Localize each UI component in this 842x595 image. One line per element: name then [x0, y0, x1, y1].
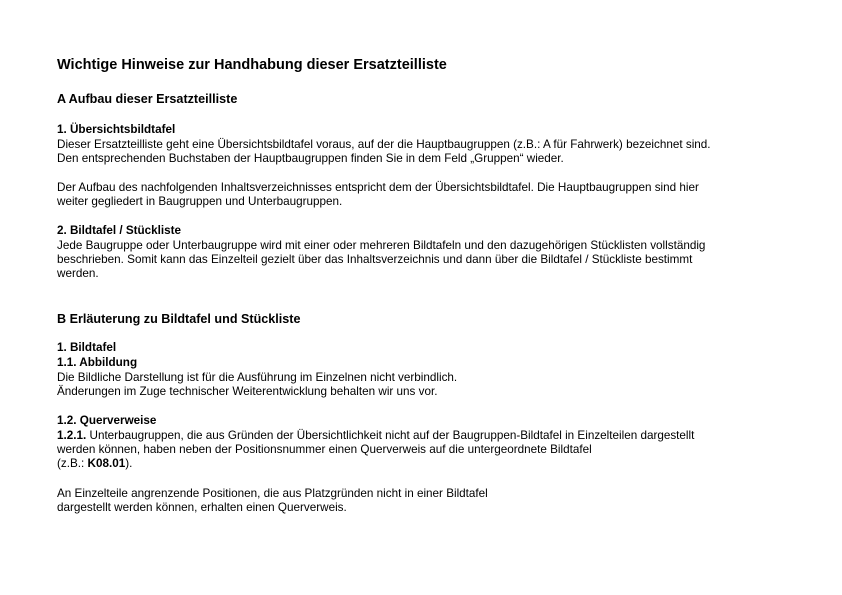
text-line: dargestellt werden können, erhalten einen Querverweis.	[57, 501, 347, 514]
text-line: werden.	[57, 267, 99, 280]
text-line: Änderungen im Zuge technischer Weiterentwicklung behalten wir uns vor.	[57, 385, 438, 398]
section-a1-paragraph-1	[57, 138, 711, 166]
item-number: 1.2.1.	[57, 429, 87, 442]
text-line	[57, 429, 694, 443]
document-title: Wichtige Hinweise zur Handhabung dieser Ersatzteilliste	[57, 57, 447, 73]
example-suffix: ).	[125, 457, 133, 470]
section-b12-paragraph-2	[57, 487, 488, 515]
section-b12-heading: 1.2. Querverweise	[57, 414, 157, 427]
item-text: Unterbaugruppen, die aus Gründen der Übersichtlichkeit nicht auf der Baugruppen-Bildtafel in Einzelteilen dargestellt	[86, 429, 695, 442]
text-line: Den entsprechenden Buchstaben der Hauptbaugruppen finden Sie in dem Feld „Gruppen“ wieder.	[57, 152, 564, 165]
text-line: beschrieben. Somit kann das Einzelteil gezielt über das Inhaltsverzeichnis und dann über die Bildtafel / Stückliste bestimmt	[57, 253, 693, 266]
text-line: weiter gegliedert in Baugruppen und Unterbaugruppen.	[57, 195, 343, 208]
example-code: K08.01	[87, 457, 126, 470]
text-line: Der Aufbau des nachfolgenden Inhaltsverzeichnisses entspricht dem der Übersichtsbildtafel. Die Hauptbaugruppen sind hier	[57, 181, 699, 194]
text-line: werden können, haben neben der Positionsnummer einen Querverweis auf die untergeordnete Bildtafel	[57, 443, 592, 456]
section-a2-paragraph	[57, 239, 705, 281]
section-a1-paragraph-2	[57, 181, 699, 209]
text-line: Jede Baugruppe oder Unterbaugruppe wird mit einer oder mehreren Bildtafeln und den dazugehörigen Stücklisten vollständig	[57, 239, 706, 252]
section-b-heading: B Erläuterung zu Bildtafel und Stückliste	[57, 312, 301, 326]
example-prefix: (z.B.:	[57, 457, 88, 470]
section-b1-heading: 1. Bildtafel	[57, 341, 117, 354]
section-b11-paragraph	[57, 371, 457, 399]
text-line: Dieser Ersatzteilliste geht eine Übersichtsbildtafel voraus, auf der die Hauptbaugruppen (z.B.: A für Fahrwerk) bezeichnet sind.	[57, 138, 711, 151]
section-b121-paragraph	[57, 429, 694, 471]
text-line	[57, 457, 694, 471]
text-line: Die Bildliche Darstellung ist für die Ausführung im Einzelnen nicht verbindlich.	[57, 371, 458, 384]
text-line: An Einzelteile angrenzende Positionen, die aus Platzgründen nicht in einer Bildtafel	[57, 487, 488, 500]
section-a1-heading: 1. Übersichtsbildtafel	[57, 123, 176, 136]
section-b11-heading: 1.1. Abbildung	[57, 356, 138, 369]
section-a2-heading: 2. Bildtafel / Stückliste	[57, 224, 182, 237]
section-a-heading: A Aufbau dieser Ersatzteilliste	[57, 92, 238, 106]
